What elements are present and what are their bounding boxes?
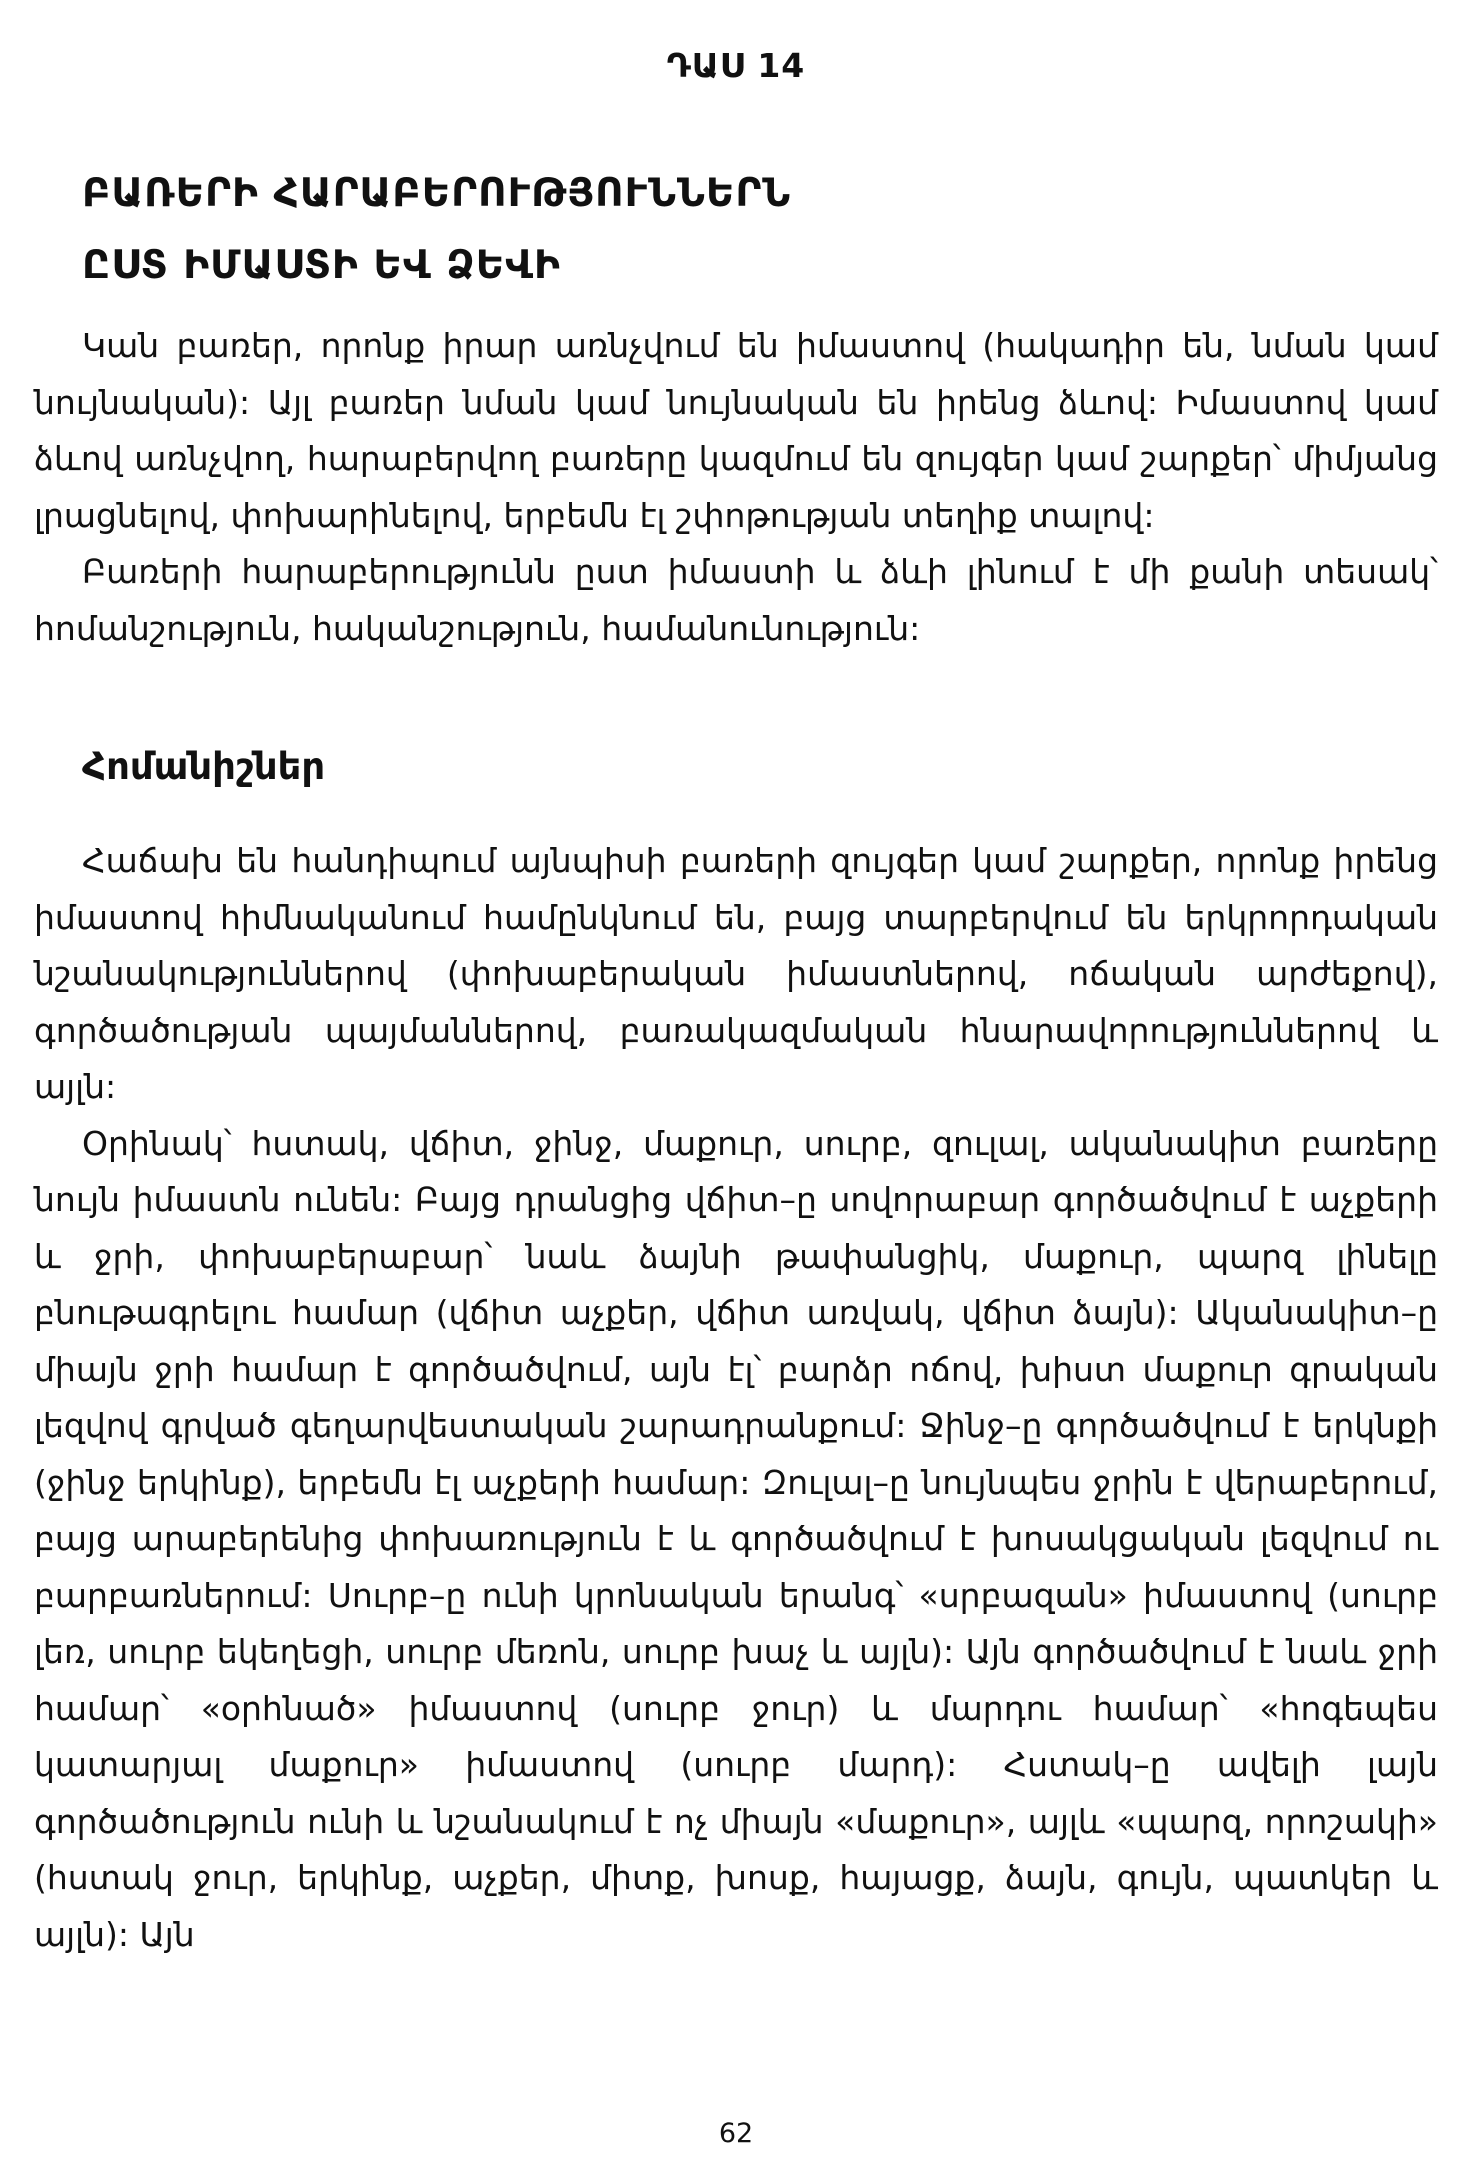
section-paragraph-1: Հաճախ են հանդիպում այնպիսի բառերի զույգեր կամ շարքեր, որոնք իրենց իմաստով հիմնականում համընկնում են, բայց տարբերվում են երկրորդական նշանակություններով (փոխաբերական իմաստներով, ոճական արժեքով), գործածության պայմաններով, բառակազմական հնարավորություններով և այլն: xyxy=(34,841,1438,1106)
intro-text xyxy=(34,318,1438,657)
intro-paragraph-2: Բառերի հարաբերությունն ըստ իմաստի և ձևի լինում է մի քանի տեսակ՝ հոմանշություն, հականշություն, համանունություն: xyxy=(34,552,1438,648)
section-paragraph-2: Օրինակ՝ հստակ, վճիտ, ջինջ, մաքուր, սուրբ, զուլալ, ականակիտ բառերը նույն իմաստն ունեն: Բայց դրանցից վճիտ–ը սովորաբար գործածվում է աչքերի և ջրի, փոխաբերաբար՝ նաև ձայնի թափանցիկ, մաքուր, պարզ լինելը բնութագրելու համար (վճիտ աչքեր, վճիտ առվակ, վճիտ ձայն): Ականակիտ–ը միայն ջրի համար է գործածվում, այն էլ՝ բարձր ոճով, խիստ մաքուր գրական լեզվով գրված գեղարվեստական շարադրանքում: Ջինջ–ը գործածվում է երկնքի (ջինջ երկինք), երբեմն էլ աչքերի համար: Զուլալ–ը նույնպես ջրին է վերաբերում, բայց արաբերենից փոխառություն է և գործածվում է խոսակցական լեզվում ու բարբառներում: Սուրբ–ը ունի կրոնական երանգ՝ «սրբազան» իմաստով (սուրբ լեռ, սուրբ եկեղեցի, սուրբ մեռոն, սուրբ խաչ և այլն): Այն գործածվում է նաև ջրի համար՝ «օրհնած» իմաստով (սուրբ ջուր) և մարդու համար՝ «հոգեպես կատարյալ մաքուր» իմաստով (սուրբ մարդ): Հստակ–ը ավելի լայն գործածություն ունի և նշանակում է ոչ միայն «մաքուր», այլև «պարզ, որոշակի» (հստակ ջուր, երկինք, աչքեր, միտք, խոսք, հայացք, ձայն, գույն, պատկեր և այլն): Այն xyxy=(34,1123,1438,1954)
intro-paragraph-1: Կան բառեր, որոնք իրար առնչվում են իմաստով (հակադիր են, նման կամ նույնական): Այլ բառեր նման կամ նույնական են իրենց ձևով: Իմաստով կամ ձևով առնչվող, հարաբերվող բառերը կազմում են զույգեր կամ շարքեր՝ միմյանց լրացնելով, փոխարինելով, երբեմն էլ շփոթության տեղիք տալով: xyxy=(34,326,1438,535)
page-number: 62 xyxy=(718,2118,754,2149)
chapter-title xyxy=(82,158,791,302)
section-title: Հոմանիշներ xyxy=(82,745,326,788)
lesson-heading: ԴԱՍ 14 xyxy=(666,46,806,85)
chapter-title-line-2: ԸՍՏ ԻՄԱՍՏԻ ԵՎ ՁԵՎԻ xyxy=(82,243,562,288)
chapter-title-line-1: ԲԱՌԵՐԻ ՀԱՐԱԲԵՐՈՒԹՅՈՒՆՆԵՐՆ xyxy=(82,171,792,216)
section-text xyxy=(34,833,1438,1963)
